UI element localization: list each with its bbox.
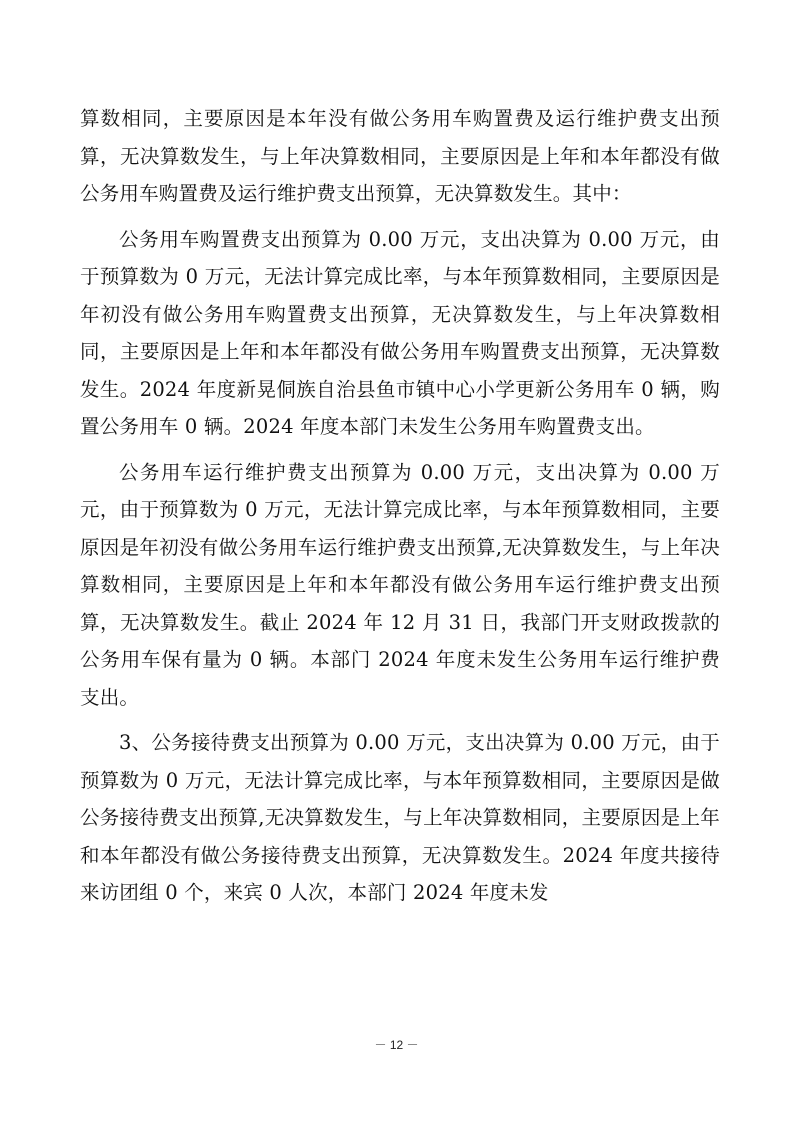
paragraph-vehicle-maintenance: 公务用车运行维护费支出预算为 0.00 万元，支出决算为 0.00 万元，由于预算数为 0 万元，无法计算完成比率，与本年预算数相同，主要原因是年初没有做公务用车运行维护费支出预算,无决算数发生，与上年决算数相同，主要原因是上年和本年都没有做公务用车运行维护费支出预算，无决算数发生。截止 2024 年 12 月 31 日，我部门开支财政拨款的公务用车保有量为 0 辆。本部门 2024 年度未发生公务用车运行维护费支出。 — [80, 460, 720, 709]
page-number: － 12 － — [374, 1038, 419, 1052]
paragraph-continuation: 算数相同，主要原因是本年没有做公务用车购置费及运行维护费支出预算，无决算数发生，与上年决算数相同，主要原因是上年和本年都没有做公务用车购置费及运行维护费支出预算，无决算数发生。其中： — [80, 107, 720, 205]
paragraph-reception-expense: 3、公务接待费支出预算为 0.00 万元，支出决算为 0.00 万元，由于预算数为 0 万元，无法计算完成比率，与本年预算数相同，主要原因是做公务接待费支出预算,无决算数发生，与上年决算数相同，主要原因是上年和本年都没有做公务接待费支出预算，无决算数发生。2024 年度共接待来访团组 0 个，来宾 0 人次，本部门 2024 年度未发 — [80, 731, 720, 904]
document-body — [80, 100, 720, 912]
paragraph-vehicle-purchase: 公务用车购置费支出预算为 0.00 万元，支出决算为 0.00 万元，由于预算数为 0 万元，无法计算完成比率，与本年预算数相同，主要原因是年初没有做公务用车购置费支出预算，无决算数发生，与上年决算数相同，主要原因是上年和本年都没有做公务用车购置费支出预算，无决算数发生。2024 年度新晃侗族自治县鱼市镇中心小学更新公务用车 0 辆，购置公务用车 0 辆。2024 年度本部门未发生公务用车购置费支出。 — [80, 227, 720, 438]
